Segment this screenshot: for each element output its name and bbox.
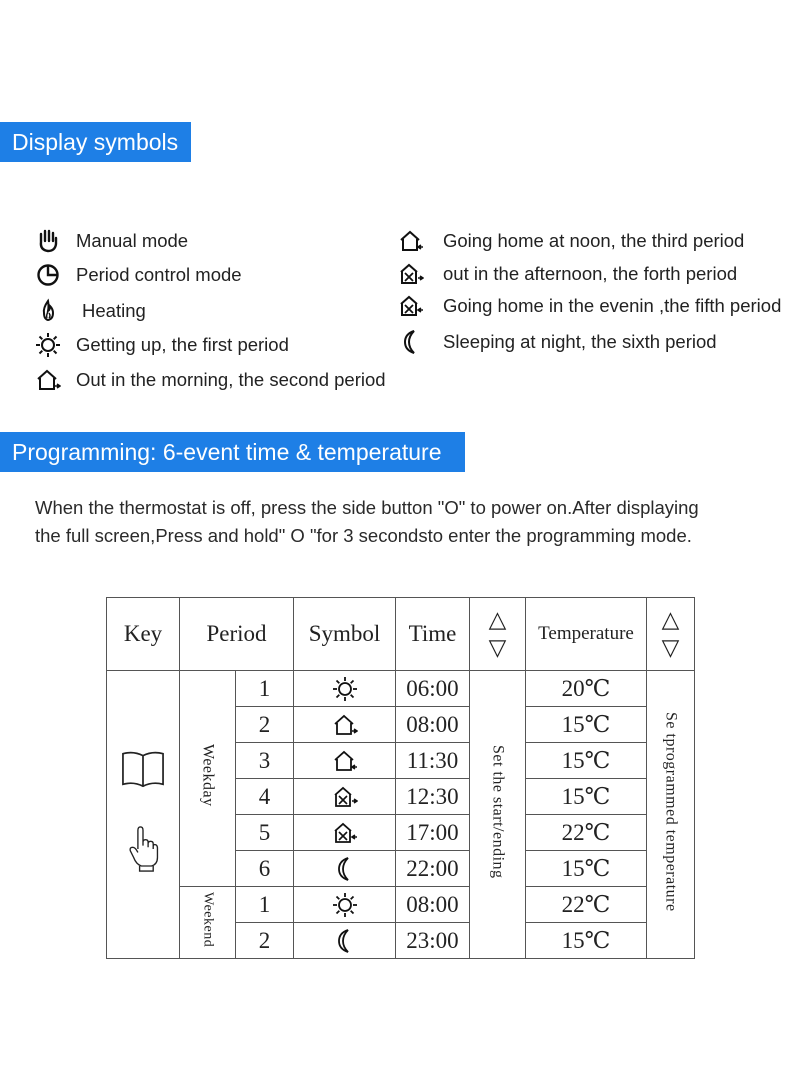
time-value: 12:30 [396, 779, 470, 815]
flame-icon [30, 296, 66, 326]
header-period: Period [180, 598, 294, 671]
time-value: 11:30 [396, 743, 470, 779]
legend-item [30, 296, 146, 326]
period-number: 3 [236, 743, 294, 779]
down-arrow-icon: ▽ [488, 635, 507, 660]
legend-label: out in the afternoon, the forth period [443, 263, 738, 284]
hand-press-icon [107, 822, 179, 882]
symbol-cell [294, 887, 396, 923]
set-temp-cell [647, 671, 695, 959]
period-number: 4 [236, 779, 294, 815]
header-symbol: Symbol [294, 598, 396, 671]
period-control-icon [30, 260, 66, 290]
symbol-cell [294, 707, 396, 743]
sun-icon [30, 330, 66, 360]
programming-table [106, 597, 695, 959]
time-value: 17:00 [396, 815, 470, 851]
up-arrow-icon: △ [488, 607, 507, 632]
temperature-value: 22℃ [526, 815, 647, 851]
moon-icon [332, 856, 358, 882]
time-value: 22:00 [396, 851, 470, 887]
programming-instructions [35, 494, 775, 550]
house-cross-in-icon [393, 291, 429, 321]
key-cell [107, 671, 180, 959]
time-value: 06:00 [396, 671, 470, 707]
symbol-cell [294, 743, 396, 779]
house-out-icon [332, 712, 358, 738]
legend-item [30, 365, 386, 395]
symbol-cell [294, 923, 396, 959]
set-time-label: Set the start/ending [489, 744, 507, 879]
legend-label: Period control mode [76, 264, 242, 285]
down-arrow-icon: ▽ [661, 635, 680, 660]
legend-label: Sleeping at night, the sixth period [443, 331, 717, 352]
house-in-icon [393, 226, 429, 256]
legend-label: Getting up, the first period [76, 334, 289, 355]
house-in-icon [332, 748, 358, 774]
temperature-value: 15℃ [526, 707, 647, 743]
period-number: 2 [236, 923, 294, 959]
time-adjust-arrows [470, 598, 526, 671]
symbol-cell [294, 815, 396, 851]
display-symbols-banner: Display symbols [0, 122, 191, 162]
header-temperature: Temperature [526, 598, 647, 671]
symbol-cell [294, 851, 396, 887]
legend-item [393, 226, 744, 256]
temperature-value: 15℃ [526, 923, 647, 959]
instruction-line: the full screen,Press and hold" O "for 3 secondsto enter the programming mode. [35, 525, 692, 546]
legend-label: Going home in the evenin ,the fifth period [443, 295, 782, 316]
set-time-cell [470, 671, 526, 959]
period-number: 2 [236, 707, 294, 743]
period-number: 1 [236, 671, 294, 707]
house-cross-out-icon [332, 784, 358, 810]
up-arrow-icon: △ [661, 607, 680, 632]
temperature-value: 15℃ [526, 743, 647, 779]
temperature-value: 15℃ [526, 851, 647, 887]
house-cross-out-icon [393, 259, 429, 289]
temperature-value: 22℃ [526, 887, 647, 923]
temperature-value: 15℃ [526, 779, 647, 815]
set-temp-label: Se tprogrammed temperature [662, 711, 680, 912]
instruction-line: When the thermostat is off, press the side button "O" to power on.After displaying [35, 497, 699, 518]
header-key: Key [107, 598, 180, 671]
legend-item [393, 327, 717, 357]
legend-item [30, 226, 188, 256]
house-out-icon [30, 365, 66, 395]
programming-banner: Programming: 6-event time & temperature [0, 432, 465, 472]
moon-icon [393, 327, 429, 357]
time-value: 23:00 [396, 923, 470, 959]
house-cross-in-icon [332, 820, 358, 846]
header-time: Time [396, 598, 470, 671]
legend-label: Out in the morning, the second period [76, 369, 386, 390]
period-number: 6 [236, 851, 294, 887]
symbol-cell [294, 779, 396, 815]
moon-icon [332, 928, 358, 954]
legend-label: Manual mode [76, 230, 189, 251]
sun-icon [332, 676, 358, 702]
time-value: 08:00 [396, 887, 470, 923]
weekend-cell [180, 887, 236, 959]
weekend-label: Weekend [200, 891, 216, 948]
period-number: 5 [236, 815, 294, 851]
temperature-value: 20℃ [526, 671, 647, 707]
period-number: 1 [236, 887, 294, 923]
sun-icon [332, 892, 358, 918]
temp-adjust-arrows [647, 598, 695, 671]
legend-item [393, 259, 737, 289]
book-icon [107, 748, 179, 796]
legend-label: Going home at noon, the third period [443, 230, 745, 251]
symbol-cell [294, 671, 396, 707]
manual-mode-icon [30, 226, 66, 256]
legend-item [393, 291, 781, 321]
weekday-cell [180, 671, 236, 887]
legend-item [30, 330, 289, 360]
time-value: 08:00 [396, 707, 470, 743]
legend-item [30, 260, 242, 290]
weekday-label: Weekday [199, 744, 217, 807]
legend-label: Heating [82, 300, 146, 321]
